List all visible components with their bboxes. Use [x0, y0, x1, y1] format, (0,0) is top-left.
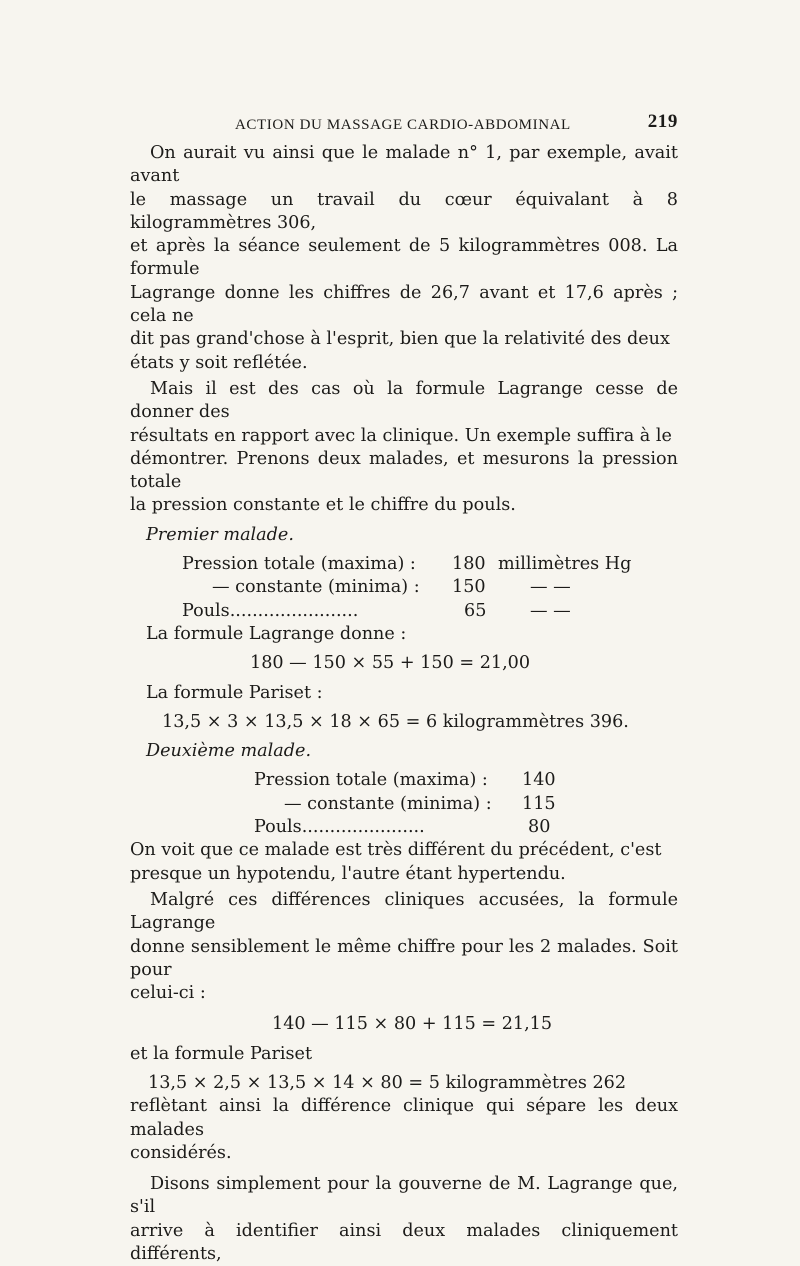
header-title: ACTION DU MASSAGE CARDIO-ABDOMINAL: [235, 117, 571, 133]
paragraph-2: [130, 378, 678, 518]
measurement-value: 140: [522, 770, 556, 791]
measurement-row: [130, 600, 678, 623]
measurement-value: 65: [464, 600, 487, 621]
measurement-value: 80: [528, 817, 551, 838]
measurement-row: [130, 816, 678, 839]
lagrange-formula-2: 140 — 115 × 80 + 115 = 21,15: [272, 1014, 553, 1035]
text-line: états y soit reflétée.: [130, 352, 308, 373]
paragraph-3: [130, 839, 678, 886]
measurement-label: Pression totale (maxima) :: [254, 770, 488, 791]
patient-2-heading: Deuxième malade.: [146, 741, 312, 762]
text-line: considérés.: [130, 1142, 232, 1163]
measurement-unit: — —: [530, 577, 571, 598]
text-line: la pression constante et le chiffre du pouls.: [130, 495, 516, 516]
measurement-label: — constante (minima) :: [284, 793, 492, 814]
text-line: Disons simplement pour la gouverne de M. Lagrange que, s'il: [130, 1174, 678, 1218]
measurement-row: [130, 553, 678, 576]
lagrange-intro: La formule Lagrange donne :: [146, 623, 407, 644]
text-line: reflètant ainsi la différence clinique qui sépare les deux malades: [130, 1096, 678, 1140]
running-header: [130, 108, 678, 134]
patient-1-heading: Premier malade.: [146, 524, 294, 545]
pariset-intro: La formule Pariset :: [146, 682, 323, 703]
measurement-row: [130, 576, 678, 599]
measurement-label: — constante (minima) :: [212, 577, 420, 598]
patient-1-measurements: [130, 553, 678, 623]
measurement-unit: — —: [530, 600, 571, 621]
measurement-label: Pouls.......................: [182, 600, 359, 621]
text-line: celui-ci :: [130, 983, 206, 1004]
measurement-value: 115: [522, 793, 556, 814]
measurement-label: Pression totale (maxima) :: [182, 554, 416, 575]
pariset-formula: 13,5 × 3 × 13,5 × 18 × 65 = 6 kilogrammètres 396.: [162, 711, 629, 732]
text-line: résultats en rapport avec la clinique. Un exemple suffira à le: [130, 425, 672, 446]
text-line: donne sensiblement le même chiffre pour les 2 malades. Soit pour: [130, 936, 678, 980]
text-line: démontrer. Prenons deux malades, et mesurons la pression totale: [130, 448, 678, 493]
text-line: et après la séance seulement de 5 kilogrammètres 008. La formule: [130, 236, 678, 280]
text-line: On aurait vu ainsi que le malade n° 1, par exemple, avait avant: [130, 143, 678, 187]
paragraph-5: [130, 1095, 678, 1165]
text-line: Malgré ces différences cliniques accusées, la formule Lagrange: [130, 889, 678, 934]
page-number: 219: [647, 111, 678, 132]
paragraph-1: [130, 142, 678, 375]
pariset-intro-2: et la formule Pariset: [130, 1043, 313, 1064]
measurement-row: [130, 769, 678, 792]
lagrange-formula: 180 — 150 × 55 + 150 = 21,00: [250, 653, 531, 674]
measurement-value: 150: [452, 577, 486, 598]
text-line: Lagrange donne les chiffres de 26,7 avant et 17,6 après ; cela ne: [130, 282, 678, 327]
patient-2-measurements: [130, 769, 678, 839]
pariset-formula-2: 13,5 × 2,5 × 13,5 × 14 × 80 = 5 kilogrammètres 262: [148, 1072, 627, 1093]
measurement-row: [130, 793, 678, 816]
text-line: arrive à identifier ainsi deux malades cliniquement différents,: [130, 1220, 678, 1265]
book-page: [130, 108, 678, 1266]
measurement-value: 180: [452, 554, 486, 575]
text-line: presque un hypotendu, l'autre étant hypertendu.: [130, 863, 566, 884]
text-line: le massage un travail du cœur équivalant à 8 kilogrammètres 306,: [130, 189, 678, 233]
paragraph-4: [130, 889, 678, 1005]
text-line: On voit que ce malade est très différent du précédent, c'est: [130, 840, 662, 861]
text-line: Mais il est des cas où la formule Lagrange cesse de donner des: [130, 378, 678, 423]
paragraph-6: [130, 1173, 678, 1266]
text-line: dit pas grand'chose à l'esprit, bien que la relativité des deux: [130, 329, 670, 350]
measurement-label: Pouls......................: [254, 817, 425, 838]
measurement-unit: millimètres Hg: [498, 554, 632, 575]
